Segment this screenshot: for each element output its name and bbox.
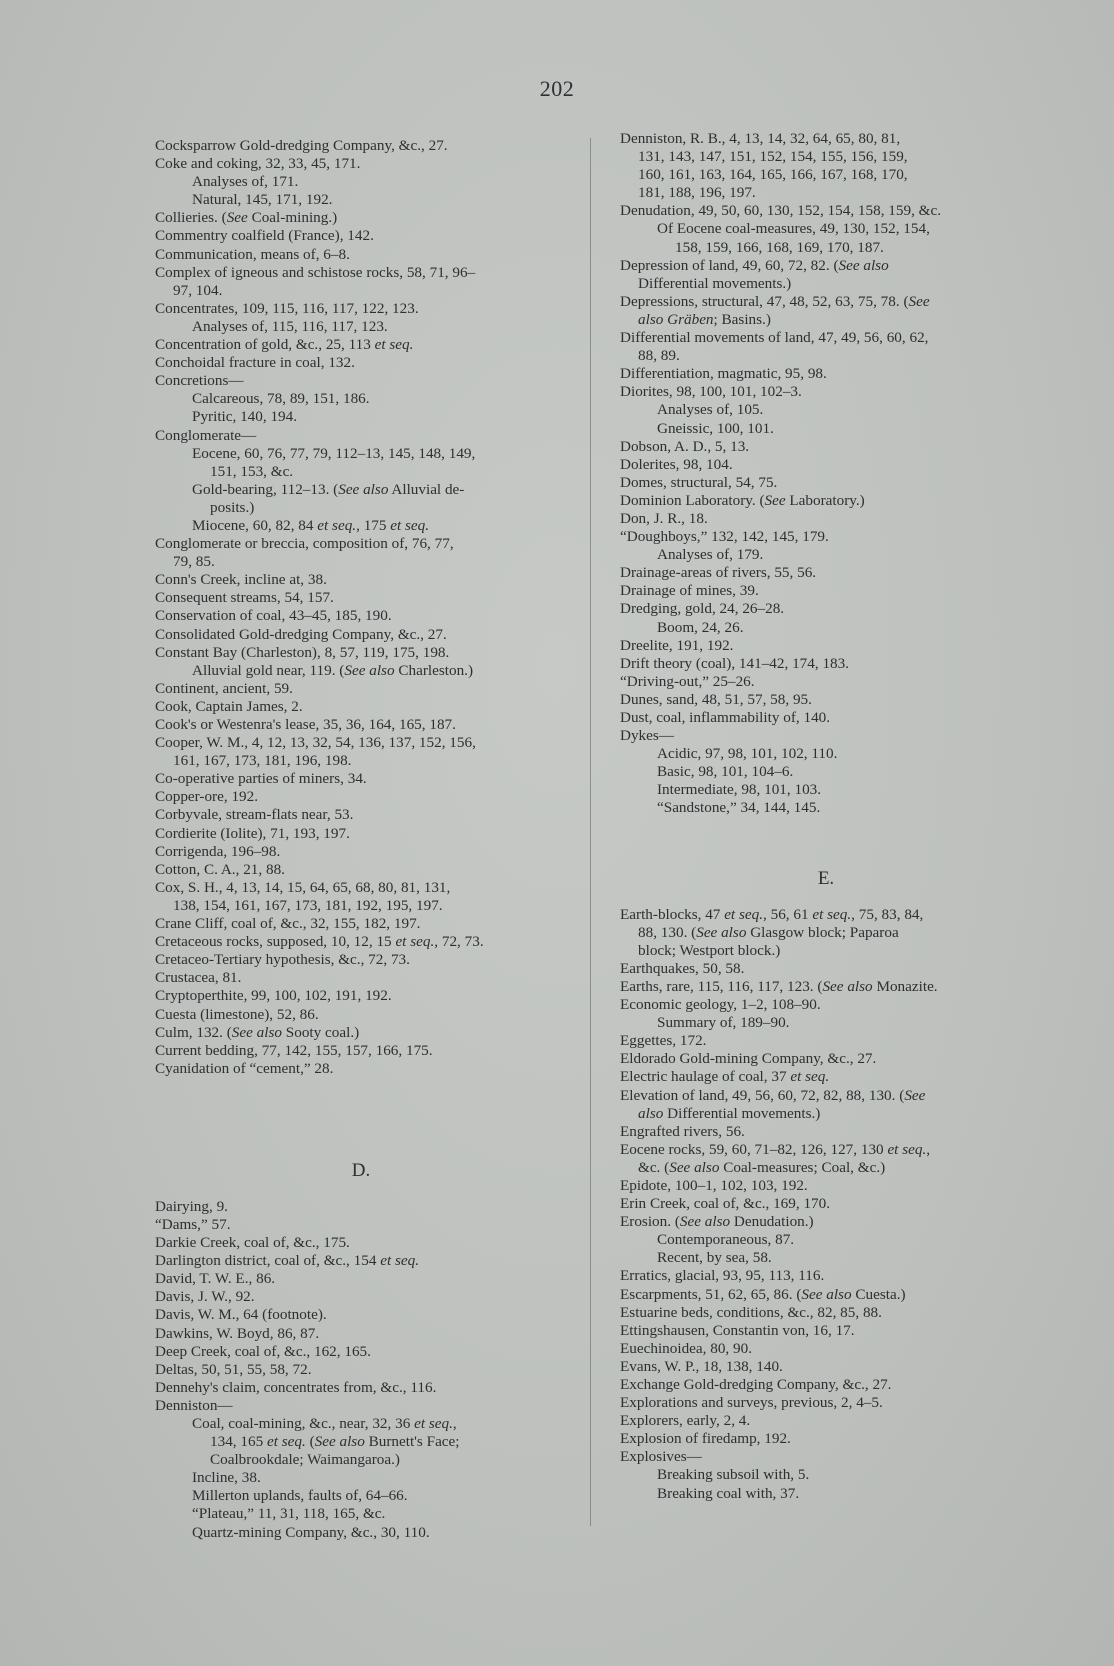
index-entry	[620, 1286, 1032, 1304]
index-entry	[155, 264, 567, 300]
index-entry-line: Conglomerate—	[155, 426, 257, 444]
section-heading-d: D.	[351, 1159, 371, 1181]
index-entry-continuation: 158, 159, 166, 168, 169, 170, 187.	[675, 238, 884, 256]
index-entry-line: Millerton uplands, faults of, 64–66.	[192, 1487, 408, 1505]
index-entry-line: Cretaceous rocks, supposed, 10, 12, 15 et seq., 72, 73.	[155, 933, 484, 951]
index-entry	[620, 1466, 1032, 1484]
index-entry-line: “Doughboys,” 132, 142, 145, 179.	[620, 528, 829, 546]
index-entry	[620, 763, 1032, 781]
index-entry	[620, 1340, 1032, 1358]
index-entry-continuation: 97, 104.	[173, 281, 223, 299]
index-entry-continuation: &c. (See also Coal-measures; Coal, &c.)	[638, 1158, 886, 1176]
index-entry	[620, 1412, 1032, 1430]
index-entry	[155, 1024, 567, 1042]
index-entry-line: Quartz-mining Company, &c., 30, 110.	[192, 1523, 430, 1541]
index-entry-line: Intermediate, 98, 101, 103.	[657, 781, 822, 799]
index-entry	[620, 637, 1032, 655]
index-entry-line: Drift theory (coal), 141–42, 174, 183.	[620, 654, 850, 672]
index-entry	[155, 1397, 567, 1415]
index-entry	[620, 655, 1032, 673]
index-entry-line: Cryptoperthite, 99, 100, 102, 191, 192.	[155, 987, 392, 1005]
index-entry-line: Explorers, early, 2, 4.	[620, 1412, 751, 1430]
index-entry	[620, 546, 1032, 564]
index-entry	[155, 191, 567, 209]
index-entry	[620, 691, 1032, 709]
heading-gap	[155, 1182, 567, 1198]
heading-gap	[620, 890, 1032, 906]
index-entry-line: Elevation of land, 49, 56, 60, 72, 82, 88, 130. (See	[620, 1086, 926, 1104]
index-entry-line: Earthquakes, 50, 58.	[620, 959, 745, 977]
index-entry-line: Denniston, R. B., 4, 13, 14, 32, 64, 65, 80, 81,	[620, 130, 901, 147]
index-entry-line: Eocene, 60, 76, 77, 79, 112–13, 145, 148, 149,	[192, 444, 476, 462]
index-entry-line: Dolerites, 98, 104.	[620, 455, 733, 473]
index-entry	[620, 745, 1032, 763]
index-entry-line: Explosives—	[620, 1448, 702, 1466]
index-entry-continuation: 161, 167, 173, 181, 196, 198.	[173, 752, 352, 770]
index-entry	[155, 607, 567, 625]
index-entry	[620, 1430, 1032, 1448]
index-entry	[155, 209, 567, 227]
index-entry-line: Culm, 132. (See also Sooty coal.)	[155, 1023, 360, 1041]
index-entry	[155, 716, 567, 734]
index-entry-line: Conservation of coal, 43–45, 185, 190.	[155, 607, 392, 625]
index-entry-line: Concretions—	[155, 372, 244, 390]
index-entry	[620, 130, 1032, 202]
index-entry-line: Consequent streams, 54, 157.	[155, 589, 334, 607]
index-entry-line: Darkie Creek, coal of, &c., 175.	[155, 1234, 350, 1252]
index-entry	[155, 571, 567, 589]
index-entry	[620, 1014, 1032, 1032]
index-entry	[155, 1469, 567, 1487]
index-entry-line: Copper-ore, 192.	[155, 788, 259, 806]
index-entry-continuation: 160, 161, 163, 164, 165, 166, 167, 168, 170,	[638, 166, 908, 184]
index-entry	[155, 173, 567, 191]
index-entry	[155, 788, 567, 806]
index-entry	[620, 293, 1032, 329]
index-entry-line: Earth-blocks, 47 et seq., 56, 61 et seq., 75, 83, 84,	[620, 905, 924, 923]
index-entry	[155, 336, 567, 354]
index-entry	[620, 1358, 1032, 1376]
index-entry-line: Calcareous, 78, 89, 151, 186.	[192, 390, 370, 408]
index-entry-line: Cyanidation of “cement,” 28.	[155, 1059, 334, 1077]
index-entry-line: Dykes—	[620, 727, 674, 745]
index-entry-line: Contemporaneous, 87.	[657, 1231, 795, 1249]
index-entry-line: Cretaceo-Tertiary hypothesis, &c., 72, 73.	[155, 951, 410, 969]
index-entry-line: Dennehy's claim, concentrates from, &c., 116.	[155, 1378, 437, 1396]
index-entry	[620, 906, 1032, 960]
index-entry-line: Natural, 145, 171, 192.	[192, 191, 333, 209]
index-entry	[155, 1006, 567, 1024]
index-entry	[620, 960, 1032, 978]
index-entry-line: Cook, Captain James, 2.	[155, 697, 303, 715]
index-entry	[155, 1524, 567, 1542]
section-heading-e: E.	[817, 867, 835, 889]
index-entry-line: “Driving-out,” 25–26.	[620, 672, 755, 690]
index-entry	[155, 915, 567, 933]
index-entry-line: Breaking coal with, 37.	[657, 1484, 800, 1502]
index-entry-line: Epidote, 100–1, 102, 103, 192.	[620, 1176, 808, 1194]
index-entry	[155, 626, 567, 644]
index-entry	[620, 510, 1032, 528]
index-entry-line: Davis, J. W., 92.	[155, 1288, 255, 1306]
index-entry	[620, 257, 1032, 293]
index-entry-continuation: 88, 89.	[638, 347, 680, 365]
left-column	[155, 137, 567, 1542]
index-entry	[155, 1306, 567, 1324]
index-entry	[620, 1394, 1032, 1412]
e-entries	[620, 906, 1032, 1503]
index-entry-line: Conchoidal fracture in coal, 132.	[155, 354, 355, 372]
index-entry	[155, 680, 567, 698]
index-entry	[155, 1042, 567, 1060]
d-entries-continued	[620, 130, 1032, 818]
index-entry	[620, 1231, 1032, 1249]
index-entry-line: Cocksparrow Gold-dredging Company, &c., 27.	[155, 137, 448, 154]
index-entry-line: Cook's or Westenra's lease, 35, 36, 164, 165, 187.	[155, 716, 456, 733]
section-gap	[155, 1078, 567, 1160]
index-entry-line: Cordierite (Iolite), 71, 193, 197.	[155, 824, 350, 842]
index-entry-line: Basic, 98, 101, 104–6.	[657, 763, 794, 781]
index-entry	[620, 329, 1032, 365]
index-entry	[620, 383, 1032, 401]
index-entry-line: Cotton, C. A., 21, 88.	[155, 860, 285, 878]
index-entry-line: Coke and coking, 32, 33, 45, 171.	[155, 155, 361, 173]
index-entry-line: Concentrates, 109, 115, 116, 117, 122, 123.	[155, 299, 419, 317]
index-entry	[620, 1141, 1032, 1177]
index-entry-line: David, T. W. E., 86.	[155, 1270, 276, 1288]
index-entry-line: Economic geology, 1–2, 108–90.	[620, 996, 821, 1014]
index-entry	[620, 528, 1032, 546]
index-entry-line: Drainage of mines, 39.	[620, 582, 759, 600]
index-entry	[620, 456, 1032, 474]
index-entry	[620, 1213, 1032, 1231]
index-entry-line: Gold-bearing, 112–13. (See also Alluvial de-	[192, 480, 465, 498]
index-entry-line: Alluvial gold near, 119. (See also Charleston.)	[192, 661, 474, 679]
index-entry	[155, 1361, 567, 1379]
index-entry	[620, 978, 1032, 996]
right-column	[620, 130, 1032, 1503]
index-entry-line: Collieries. (See Coal-mining.)	[155, 209, 338, 227]
index-entry	[155, 698, 567, 716]
index-entry-line: Analyses of, 179.	[657, 546, 764, 564]
index-entry	[620, 1267, 1032, 1285]
index-entry-line: Denniston—	[155, 1396, 233, 1414]
index-entry	[155, 227, 567, 245]
index-entry-line: Commentry coalfield (France), 142.	[155, 227, 374, 245]
index-entry	[155, 1270, 567, 1288]
index-entry	[155, 933, 567, 951]
index-entry-line: Incline, 38.	[192, 1469, 261, 1487]
index-entry-line: Eocene rocks, 59, 60, 71–82, 126, 127, 130 et seq.,	[620, 1140, 931, 1158]
index-entry	[155, 1288, 567, 1306]
index-entry	[155, 517, 567, 535]
index-entry	[620, 365, 1032, 383]
index-entry-continuation: block; Westport block.)	[638, 941, 781, 959]
index-entry-line: Co-operative parties of miners, 34.	[155, 770, 367, 788]
index-entry-line: Current bedding, 77, 142, 155, 157, 166, 175.	[155, 1041, 433, 1059]
index-entry	[620, 492, 1032, 510]
index-entry	[155, 843, 567, 861]
index-entry	[620, 1195, 1032, 1213]
index-entry	[620, 600, 1032, 618]
index-entry-line: Domes, structural, 54, 75.	[620, 473, 778, 491]
index-entry-line: Conn's Creek, incline at, 38.	[155, 571, 327, 589]
index-entry-line: Drainage-areas of rivers, 55, 56.	[620, 564, 817, 582]
index-entry-line: Cox, S. H., 4, 13, 14, 15, 64, 65, 68, 80, 81, 131,	[155, 878, 451, 896]
index-entry	[620, 1485, 1032, 1503]
index-entry-line: Explorations and surveys, previous, 2, 4–5.	[620, 1394, 883, 1412]
index-entry	[620, 202, 1032, 220]
index-entry	[155, 137, 567, 155]
index-entry-line: Davis, W. M., 64 (footnote).	[155, 1306, 327, 1324]
index-entry	[620, 401, 1032, 419]
index-entry	[620, 619, 1032, 637]
index-entry-line: Breaking subsoil with, 5.	[657, 1466, 810, 1484]
index-entry	[155, 1198, 567, 1216]
index-entry	[155, 408, 567, 426]
index-entry	[155, 246, 567, 264]
index-entry	[620, 1050, 1032, 1068]
index-entry-continuation: 88, 130. (See also Glasgow block; Paparoa	[638, 923, 899, 941]
index-entry	[155, 770, 567, 788]
index-entry	[155, 951, 567, 969]
index-entry-line: Dawkins, W. Boyd, 86, 87.	[155, 1324, 320, 1342]
index-entry	[155, 1415, 567, 1469]
index-entry-line: Constant Bay (Charleston), 8, 57, 119, 175, 198.	[155, 643, 450, 661]
index-entry-line: Denudation, 49, 50, 60, 130, 152, 154, 158, 159, &c.	[620, 202, 942, 220]
index-entry-line: Miocene, 60, 82, 84 et seq., 175 et seq.	[192, 516, 430, 534]
index-entry	[155, 1343, 567, 1361]
index-entry-line: Cooper, W. M., 4, 12, 13, 32, 54, 136, 137, 152, 156,	[155, 734, 476, 752]
index-entry-line: Exchange Gold-dredging Company, &c., 27.	[620, 1376, 892, 1393]
index-entry	[620, 709, 1032, 727]
index-entry	[155, 427, 567, 445]
index-entry-line: Dredging, gold, 24, 26–28.	[620, 600, 785, 618]
index-entry	[620, 1123, 1032, 1141]
index-entry	[155, 1487, 567, 1505]
index-entry-line: Diorites, 98, 100, 101, 102–3.	[620, 383, 802, 401]
index-entry-line: Erin Creek, coal of, &c., 169, 170.	[620, 1195, 831, 1213]
index-entry-continuation: also Differential movements.)	[638, 1104, 821, 1122]
index-entry-line: Pyritic, 140, 194.	[192, 408, 298, 426]
index-entry-continuation: 131, 143, 147, 151, 152, 154, 155, 156, 159,	[638, 148, 908, 166]
index-entry	[620, 420, 1032, 438]
index-entry	[155, 734, 567, 770]
index-entry	[620, 781, 1032, 799]
index-entry	[155, 825, 567, 843]
section-gap	[620, 818, 1032, 868]
c-entries	[155, 137, 567, 1078]
index-entry	[155, 879, 567, 915]
index-entry	[155, 481, 567, 517]
index-entry-line: Deltas, 50, 51, 55, 58, 72.	[155, 1360, 312, 1378]
index-entry-continuation: also Gräben; Basins.)	[638, 310, 771, 328]
index-entry-line: Analyses of, 171.	[192, 173, 299, 191]
index-entry-line: Gneissic, 100, 101.	[657, 419, 774, 437]
index-entry-line: Don, J. R., 18.	[620, 509, 708, 527]
index-entry	[155, 1060, 567, 1078]
index-entry	[620, 582, 1032, 600]
index-entry-line: Explosion of firedamp, 192.	[620, 1430, 791, 1448]
index-entry-line: Dairying, 9.	[155, 1197, 228, 1215]
index-entry	[155, 969, 567, 987]
index-entry	[155, 318, 567, 336]
index-entry-line: Engrafted rivers, 56.	[620, 1122, 745, 1140]
index-entry	[155, 354, 567, 372]
index-entry	[620, 1249, 1032, 1267]
index-entry	[620, 1322, 1032, 1340]
index-entry	[155, 1325, 567, 1343]
index-entry	[155, 861, 567, 879]
index-entry-line: Darlington district, coal of, &c., 154 et seq.	[155, 1252, 420, 1270]
index-entry-continuation: Coalbrookdale; Waimangaroa.)	[210, 1451, 400, 1469]
index-entry-line: Erosion. (See also Denudation.)	[620, 1213, 814, 1231]
index-entry	[155, 1505, 567, 1523]
index-entry-line: Escarpments, 51, 62, 65, 86. (See also Cuesta.)	[620, 1285, 906, 1303]
d-entries	[155, 1198, 567, 1542]
index-entry-line: Communication, means of, 6–8.	[155, 245, 350, 263]
index-entry-line: “Dams,” 57.	[155, 1215, 231, 1233]
index-entry-line: Differential movements of land, 47, 49, 56, 60, 62,	[620, 329, 929, 347]
index-entry-line: Crane Cliff, coal of, &c., 32, 155, 182, 197.	[155, 915, 421, 933]
index-entry-line: Dust, coal, inflammability of, 140.	[620, 709, 831, 726]
index-entry	[155, 806, 567, 824]
index-entry-line: Coal, coal-mining, &c., near, 32, 36 et seq.,	[192, 1415, 457, 1432]
index-entry	[155, 1216, 567, 1234]
index-entry-line: Of Eocene coal-measures, 49, 130, 152, 154,	[657, 220, 930, 238]
index-entry-line: Corrigenda, 196–98.	[155, 842, 281, 860]
index-entry	[155, 589, 567, 607]
index-entry-continuation: posits.)	[210, 498, 255, 516]
index-entry-line: Differentiation, magmatic, 95, 98.	[620, 365, 827, 383]
index-entry	[620, 220, 1032, 256]
index-entry-line: Electric haulage of coal, 37 et seq.	[620, 1068, 830, 1086]
index-entry-line: Eldorado Gold-mining Company, &c., 27.	[620, 1050, 877, 1068]
index-entry-continuation: 134, 165 et seq. (See also Burnett's Face;	[210, 1433, 460, 1451]
index-entry-line: Dreelite, 191, 192.	[620, 636, 734, 654]
index-entry-line: Analyses of, 105.	[657, 401, 764, 419]
index-entry	[155, 1234, 567, 1252]
index-entry-line: Conglomerate or breccia, composition of, 76, 77,	[155, 535, 454, 553]
index-entry-line: Cuesta (limestone), 52, 86.	[155, 1005, 319, 1023]
index-entry-line: Corbyvale, stream-flats near, 53.	[155, 806, 354, 824]
index-entry-line: Complex of igneous and schistose rocks, 58, 71, 96–	[155, 263, 476, 281]
index-entry-line: Consolidated Gold-dredging Company, &c., 27.	[155, 625, 447, 643]
column-divider	[590, 138, 591, 1526]
index-entry-line: Summary of, 189–90.	[657, 1014, 790, 1032]
index-entry-continuation: Differential movements.)	[638, 274, 792, 292]
index-entry-line: Eggettes, 172.	[620, 1032, 707, 1050]
index-entry-line: Estuarine beds, conditions, &c., 82, 85, 88.	[620, 1303, 882, 1321]
index-entry-line: Dobson, A. D., 5, 13.	[620, 437, 750, 455]
index-entry-line: “Sandstone,” 34, 144, 145.	[657, 799, 821, 817]
index-entry	[155, 372, 567, 390]
index-entry	[620, 1448, 1032, 1466]
index-entry-line: Concentration of gold, &c., 25, 113 et seq.	[155, 336, 414, 354]
index-entry-line: Depression of land, 49, 60, 72, 82. (See also	[620, 256, 889, 274]
index-entry-line: Recent, by sea, 58.	[657, 1249, 772, 1267]
index-entry-line: Euechinoidea, 80, 90.	[620, 1339, 753, 1357]
index-entry	[155, 300, 567, 318]
index-entry	[620, 996, 1032, 1014]
index-entry-line: Earths, rare, 115, 116, 117, 123. (See also Monazite.	[620, 977, 938, 995]
index-entry	[155, 535, 567, 571]
index-entry	[155, 445, 567, 481]
index-entry	[620, 564, 1032, 582]
index-entry	[620, 727, 1032, 745]
index-entry-line: Acidic, 97, 98, 101, 102, 110.	[657, 745, 838, 763]
index-entry-continuation: 181, 188, 196, 197.	[638, 184, 756, 202]
index-entry	[620, 1068, 1032, 1086]
index-entry	[620, 438, 1032, 456]
index-entry	[155, 987, 567, 1005]
index-entry	[620, 474, 1032, 492]
index-entry	[620, 1304, 1032, 1322]
index-entry-line: “Plateau,” 11, 31, 118, 165, &c.	[192, 1505, 386, 1523]
index-entry-line: Boom, 24, 26.	[657, 618, 744, 636]
index-entry-line: Analyses of, 115, 116, 117, 123.	[192, 317, 388, 335]
index-entry	[620, 1376, 1032, 1394]
index-entry	[155, 1379, 567, 1397]
index-entry	[155, 662, 567, 680]
index-entry-line: Depressions, structural, 47, 48, 52, 63, 75, 78. (See	[620, 292, 930, 310]
index-entry-continuation: 79, 85.	[173, 553, 215, 571]
index-entry-line: Dunes, sand, 48, 51, 57, 58, 95.	[620, 690, 812, 708]
index-entry	[620, 1087, 1032, 1123]
index-entry-line: Dominion Laboratory. (See Laboratory.)	[620, 491, 865, 509]
index-entry-continuation: 138, 154, 161, 167, 173, 181, 192, 195, 197.	[173, 896, 443, 914]
index-entry-line: Erratics, glacial, 93, 95, 113, 116.	[620, 1267, 825, 1285]
index-entry	[620, 1032, 1032, 1050]
index-entry-continuation: 151, 153, &c.	[210, 462, 294, 480]
index-entry	[155, 155, 567, 173]
index-entry-line: Evans, W. P., 18, 138, 140.	[620, 1357, 783, 1375]
index-entry	[155, 644, 567, 662]
index-entry	[620, 673, 1032, 691]
index-entry	[155, 1252, 567, 1270]
index-entry-line: Deep Creek, coal of, &c., 162, 165.	[155, 1342, 371, 1360]
index-entry	[155, 390, 567, 408]
index-entry-line: Ettingshausen, Constantin von, 16, 17.	[620, 1321, 855, 1339]
index-entry-line: Continent, ancient, 59.	[155, 679, 293, 697]
index-entry	[620, 799, 1032, 817]
index-entry-line: Crustacea, 81.	[155, 969, 242, 987]
index-entry	[620, 1177, 1032, 1195]
page-number: 202	[539, 76, 575, 101]
